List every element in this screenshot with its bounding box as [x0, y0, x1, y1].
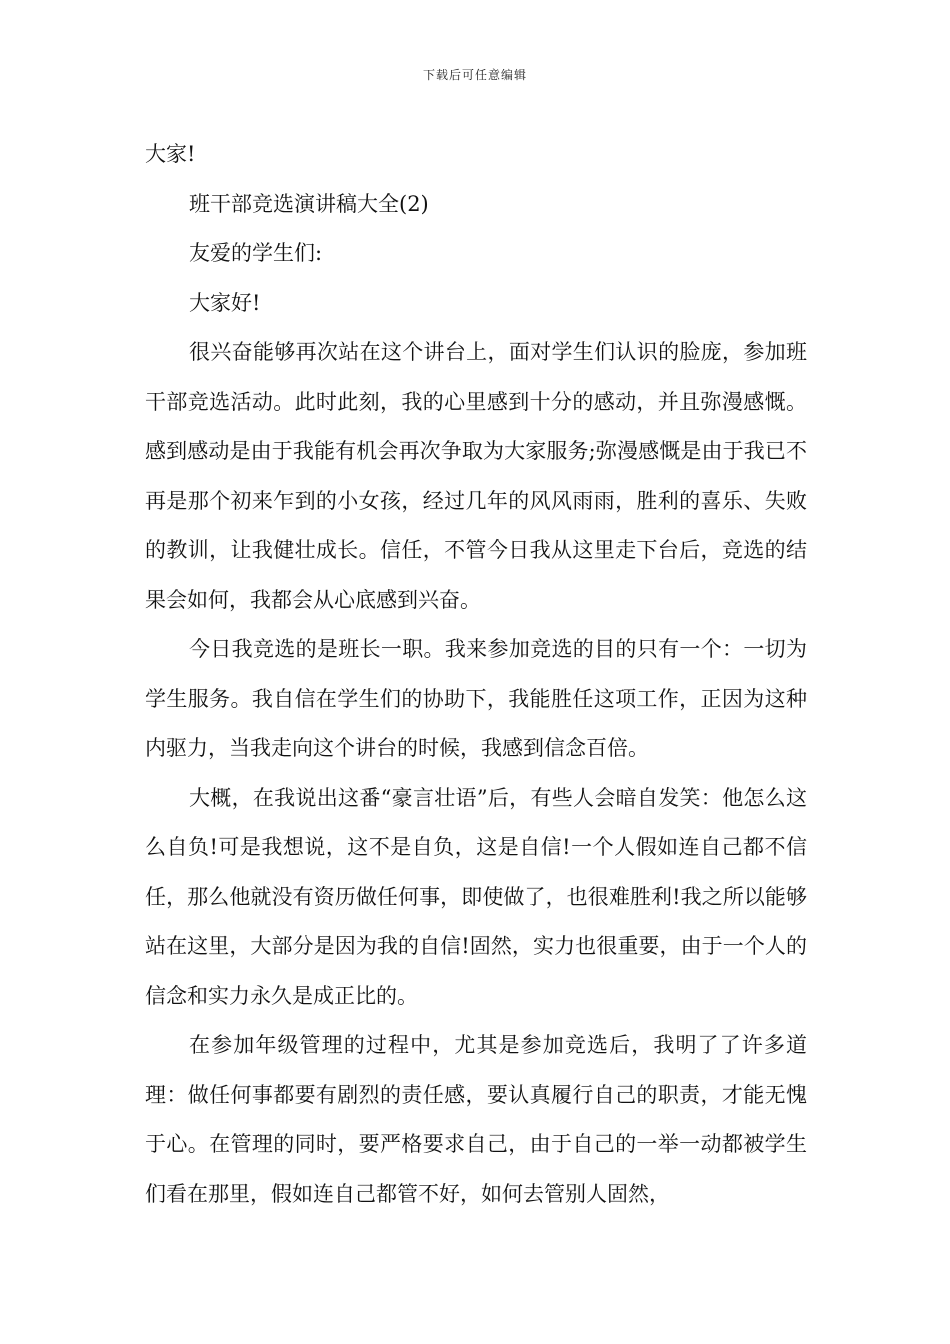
section-title: 班干部竞选演讲稿大全(2)	[189, 191, 429, 216]
greeting: 大家好!	[189, 290, 261, 315]
salutation: 友爱的学生们:	[189, 241, 323, 265]
paragraph-goal: 今日我竞选的是班长一职。我来参加竞选的目的只有一个：一切为学生服务。我自信在学生们的协助下，我能胜任这项工作，正因为这种内驱力，当我走向这个讲台的时候，我感到信念百倍。	[145, 637, 807, 760]
page-header: 下载后可任意编辑	[422, 68, 527, 82]
document-body	[145, 130, 807, 1219]
paragraph-greeting-end: 大家!	[145, 142, 196, 166]
paragraph-confidence: 大概，在我说出这番“豪言壮语”后，有些人会暗自发笑：他怎么这么自负!可是我想说，这不是自负，这是自信!一个人假如连自己都不信任，那么他就没有资历做任何事，即使做了，也很难胜利!我之所以能够站在这里，大部分是因为我的自信!固然，实力也很重要，由于一个人的信念和实力永久是成正比的。	[145, 785, 807, 1008]
paragraph-experience: 在参加年级管理的过程中，尤其是参加竞选后，我明了了许多道理：做任何事都要有剧烈的责任感，要认真履行自己的职责，才能无愧于心。在管理的同时，要严格要求自己，由于自己的一举一动都被学生们看在那里，假如连自己都管不好，如何去管别人固然，	[145, 1033, 807, 1206]
paragraph-opening: 很兴奋能够再次站在这个讲台上，面对学生们认识的脸庞，参加班干部竞选活动。此时此刻，我的心里感到十分的感动，并且弥漫感慨。感到感动是由于我能有机会再次争取为大家服务;弥漫感慨是由于我已不再是那个初来乍到的小女孩，经过几年的风风雨雨，胜利的喜乐、失败的教训，让我健壮成长。信任，不管今日我从这里走下台后，竞选的结果会如何，我都会从心底感到兴奋。	[145, 340, 807, 612]
